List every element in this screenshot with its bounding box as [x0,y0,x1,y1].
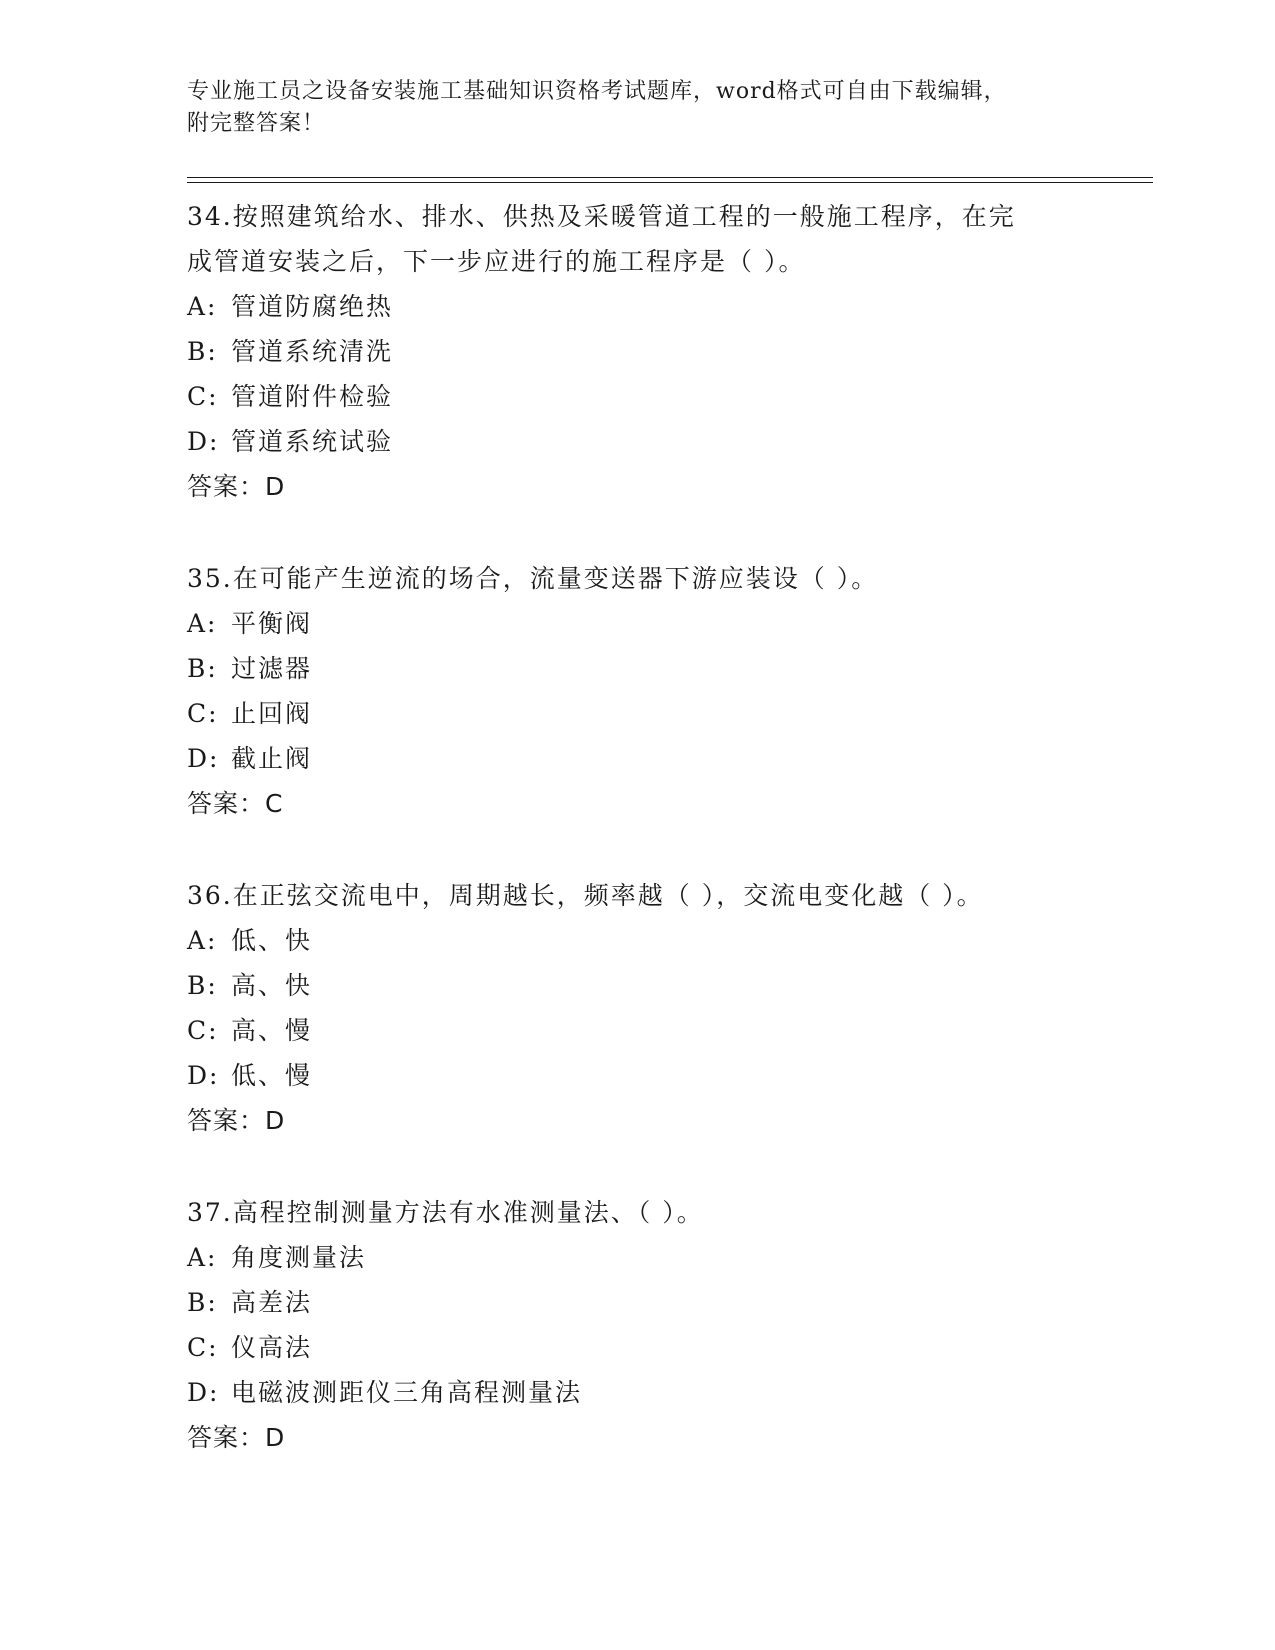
option-letter: A: [187,609,218,638]
option-letter: C: [187,382,219,411]
document-header [187,76,1087,140]
option-d [187,1053,1137,1098]
option-letter: D: [187,427,220,456]
option-b [187,329,1137,374]
option-c [187,691,1137,736]
header-line-2: 附完整答案！ [187,111,326,136]
option-letter: B: [187,654,218,683]
question-stem-line-1: 37.高程控制测量方法有水准测量法、（ ）。 [187,1198,704,1227]
option-b [187,646,1137,691]
option-letter: A: [187,292,218,321]
option-a [187,284,1137,329]
option-text: 电磁波测距仪三角高程测量法 [231,1378,583,1407]
question-list [187,186,1137,1507]
answer-line: 答案：D [187,1106,286,1135]
option-letter: B: [187,1288,218,1317]
option-letter: D: [187,1378,220,1407]
option-text: 角度测量法 [231,1243,367,1272]
option-c [187,1325,1137,1370]
question-stem-line-2: 成管道安装之后，下一步应进行的施工程序是（ ）。 [187,247,806,276]
option-letter: B: [187,337,218,366]
option-text: 仪高法 [231,1333,313,1362]
option-letter: D: [187,1061,220,1090]
question-stem [187,1190,1137,1235]
question-stem-line-1: 36.在正弦交流电中，周期越长，频率越（ ），交流电变化越（ ）。 [187,881,984,910]
option-c [187,1008,1137,1053]
option-text: 高差法 [231,1288,313,1317]
header-divider [187,177,1153,183]
answer-line: 答案：C [187,789,284,818]
question-stem-line-1: 35.在可能产生逆流的场合，流量变送器下游应装设（ ）。 [187,564,879,593]
question-34 [187,194,1137,509]
option-text: 管道附件检验 [231,382,394,411]
question-stem [187,873,1137,918]
option-letter: C: [187,1016,219,1045]
option-text: 过滤器 [231,654,313,683]
question-37 [187,1190,1137,1460]
option-text: 截止阀 [231,744,313,773]
question-stem [187,556,1137,601]
option-a [187,918,1137,963]
option-a [187,601,1137,646]
option-d [187,419,1137,464]
option-text: 管道系统清洗 [231,337,394,366]
question-35 [187,556,1137,826]
question-36 [187,873,1137,1143]
option-letter: A: [187,926,218,955]
option-letter: A: [187,1243,218,1272]
option-d [187,1370,1137,1415]
option-letter: D: [187,744,220,773]
option-text: 管道系统试验 [231,427,394,456]
option-b [187,1280,1137,1325]
option-letter: C: [187,1333,219,1362]
option-letter: B: [187,971,218,1000]
option-text: 管道防腐绝热 [231,292,394,321]
option-text: 高、快 [231,971,313,1000]
question-stem [187,194,1137,284]
option-text: 低、慢 [231,1061,313,1090]
option-letter: C: [187,699,219,728]
option-text: 止回阀 [231,699,313,728]
option-d [187,736,1137,781]
answer-line: 答案：D [187,1423,286,1452]
option-b [187,963,1137,1008]
option-text: 平衡阀 [231,609,313,638]
option-text: 低、快 [231,926,313,955]
answer-line: 答案：D [187,472,286,501]
option-c [187,374,1137,419]
question-stem-line-1: 34.按照建筑给水、排水、供热及采暖管道工程的一般施工程序，在完 [187,202,1016,231]
option-text: 高、慢 [231,1016,313,1045]
option-a [187,1235,1137,1280]
header-line-1: 专业施工员之设备安装施工基础知识资格考试题库，word格式可自由下载编辑， [187,79,1007,104]
